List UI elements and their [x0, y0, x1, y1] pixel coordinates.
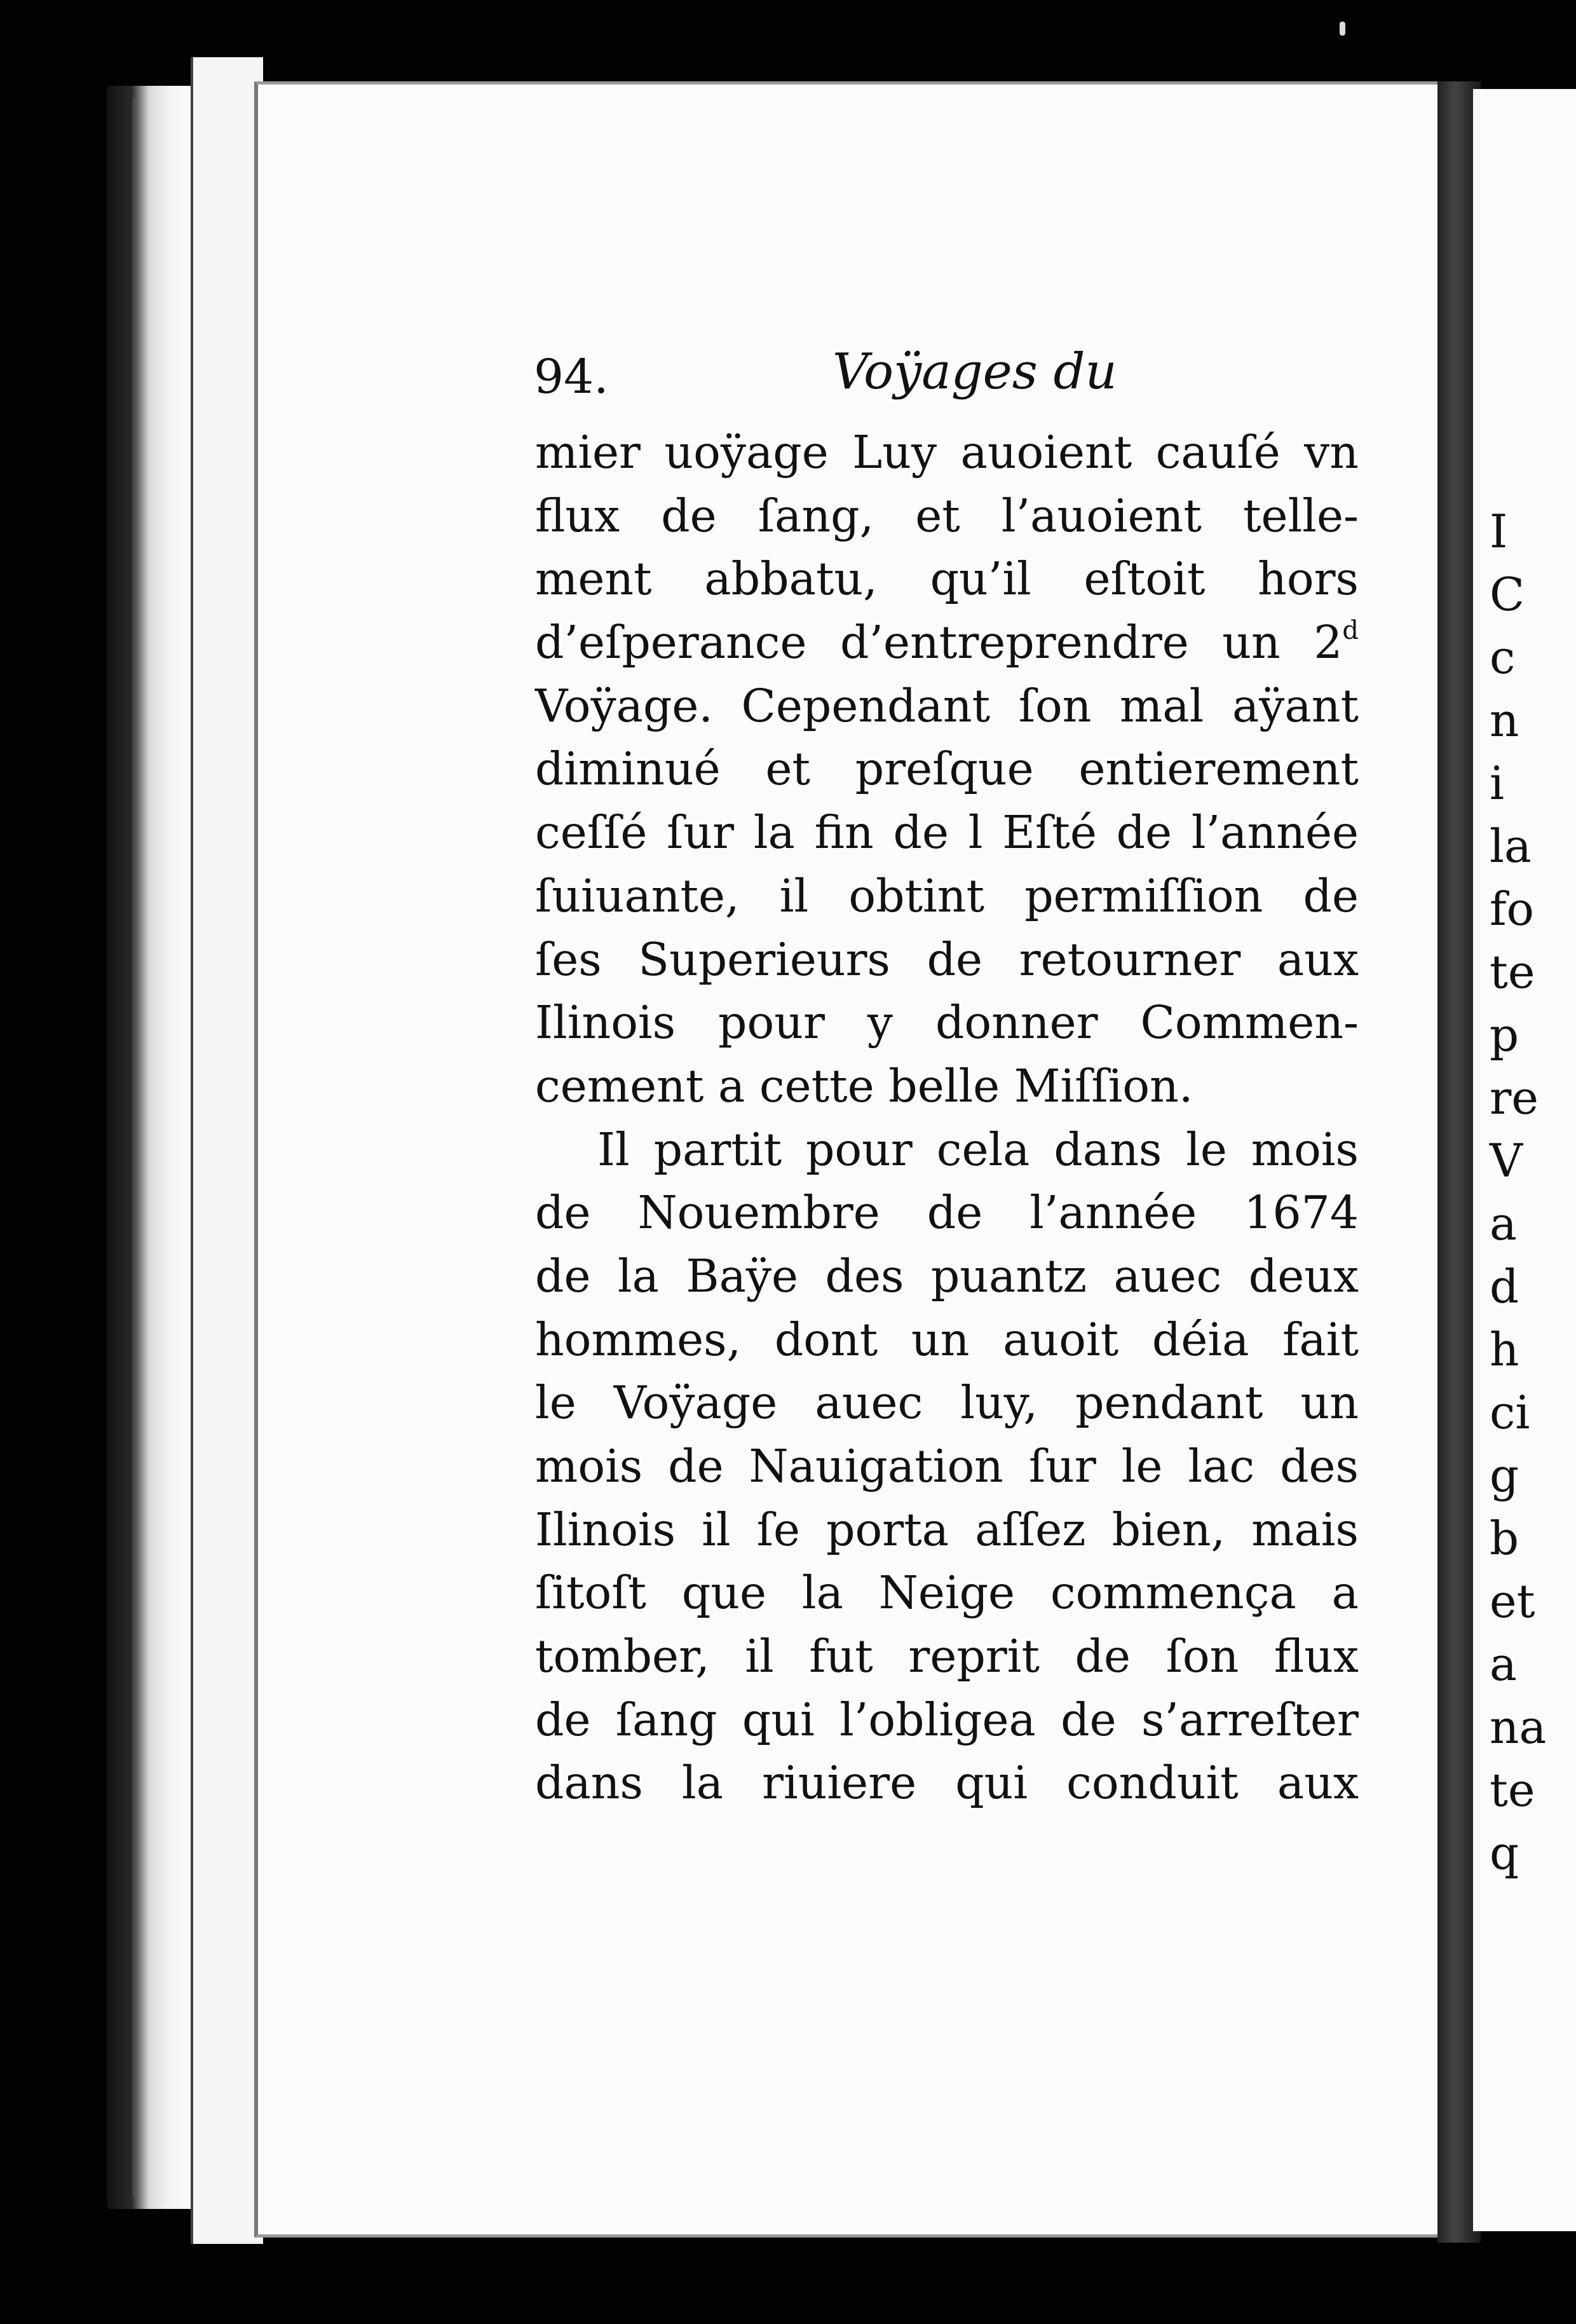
facing-page-fragment: I: [1490, 505, 1508, 558]
text-line: Voÿage. Cependant ſon mal aÿant: [535, 679, 1359, 732]
facing-page-fragment: V: [1490, 1134, 1523, 1187]
facing-page-fragment: re: [1490, 1071, 1539, 1124]
text-line: mois de Nauigation ſur le lac des: [535, 1440, 1359, 1493]
text-line: de la Baÿe des puantz auec deux: [535, 1249, 1359, 1302]
facing-page-fragment: c: [1490, 631, 1516, 684]
text-line: tomber, il fut reprit de ſon flux: [535, 1630, 1359, 1683]
facing-page-fragment: n: [1490, 694, 1519, 747]
binding-edge: [191, 57, 263, 2244]
facing-page-fragment: te: [1490, 1763, 1535, 1817]
running-head-title: Voÿages du: [832, 343, 1117, 400]
text-line: diminué et preſque entierement: [535, 742, 1359, 796]
text-line-content: d’eſperance d’entreprendre un 2: [535, 616, 1343, 669]
text-line: ſitoſt que la Neige commença a: [535, 1566, 1359, 1620]
text-line: de ſang qui l’obligea de s’arreſter: [535, 1693, 1359, 1746]
paragraph-start-line: Il partit pour cela dans le mois: [597, 1123, 1359, 1176]
facing-page-fragment: q: [1490, 1826, 1519, 1880]
text-line: dans la riuiere qui conduit aux: [535, 1756, 1359, 1810]
facing-page-fragment: te: [1490, 945, 1535, 999]
text-line: ſuiuante, il obtint permiſſion de: [535, 869, 1359, 922]
facing-page-fragment: fo: [1490, 882, 1534, 936]
book-page-right-edge: [1473, 89, 1576, 2231]
facing-page-fragment: et: [1490, 1575, 1535, 1628]
running-head: [534, 338, 1360, 408]
scan-speck: [1340, 22, 1345, 36]
facing-page-fragment: h: [1490, 1323, 1519, 1376]
text-line: cement a cette belle Miſſion.: [535, 1059, 1193, 1112]
facing-page-fragment: la: [1490, 819, 1532, 873]
facing-page-fragment: ci: [1490, 1386, 1530, 1439]
text-line: hommes, dont un auoit déia fait: [535, 1313, 1359, 1366]
facing-page-fragment: d: [1490, 1260, 1519, 1313]
facing-page-fragment: a: [1490, 1637, 1517, 1691]
page-number: 94.: [534, 350, 609, 404]
text-line: mier uoÿage Luy auoient cauſé vn: [535, 426, 1359, 479]
text-line: Ilinois pour y donner Commen-: [535, 996, 1359, 1049]
body-text: [535, 421, 1359, 1815]
facing-page-fragment: a: [1490, 1197, 1517, 1250]
text-line-with-superscript: [535, 611, 1359, 674]
facing-page-fragment: C: [1490, 568, 1525, 621]
facing-page-fragment: b: [1490, 1512, 1519, 1565]
text-line: de Nouembre de l’année 1674: [535, 1186, 1359, 1240]
text-line: le Voÿage auec luy, pendant un: [535, 1376, 1359, 1430]
facing-page-fragment: na: [1490, 1700, 1547, 1754]
facing-page-fragment: p: [1490, 1008, 1519, 1062]
text-line: ceſſé ſur la fin de l Eſté de l’année: [535, 806, 1359, 859]
facing-page-fragment: i: [1490, 756, 1505, 810]
text-line: ment abbatu, qu’il eſtoit hors: [535, 552, 1359, 606]
superscript: d: [1342, 616, 1359, 646]
facing-page-fragment: g: [1490, 1449, 1519, 1502]
text-line: ſes Superieurs de retourner aux: [535, 933, 1359, 986]
text-line: flux de ſang, et l’auoient telle-: [535, 489, 1359, 542]
text-line: Ilinois il ſe porta aſſez bien, mais: [535, 1503, 1359, 1556]
